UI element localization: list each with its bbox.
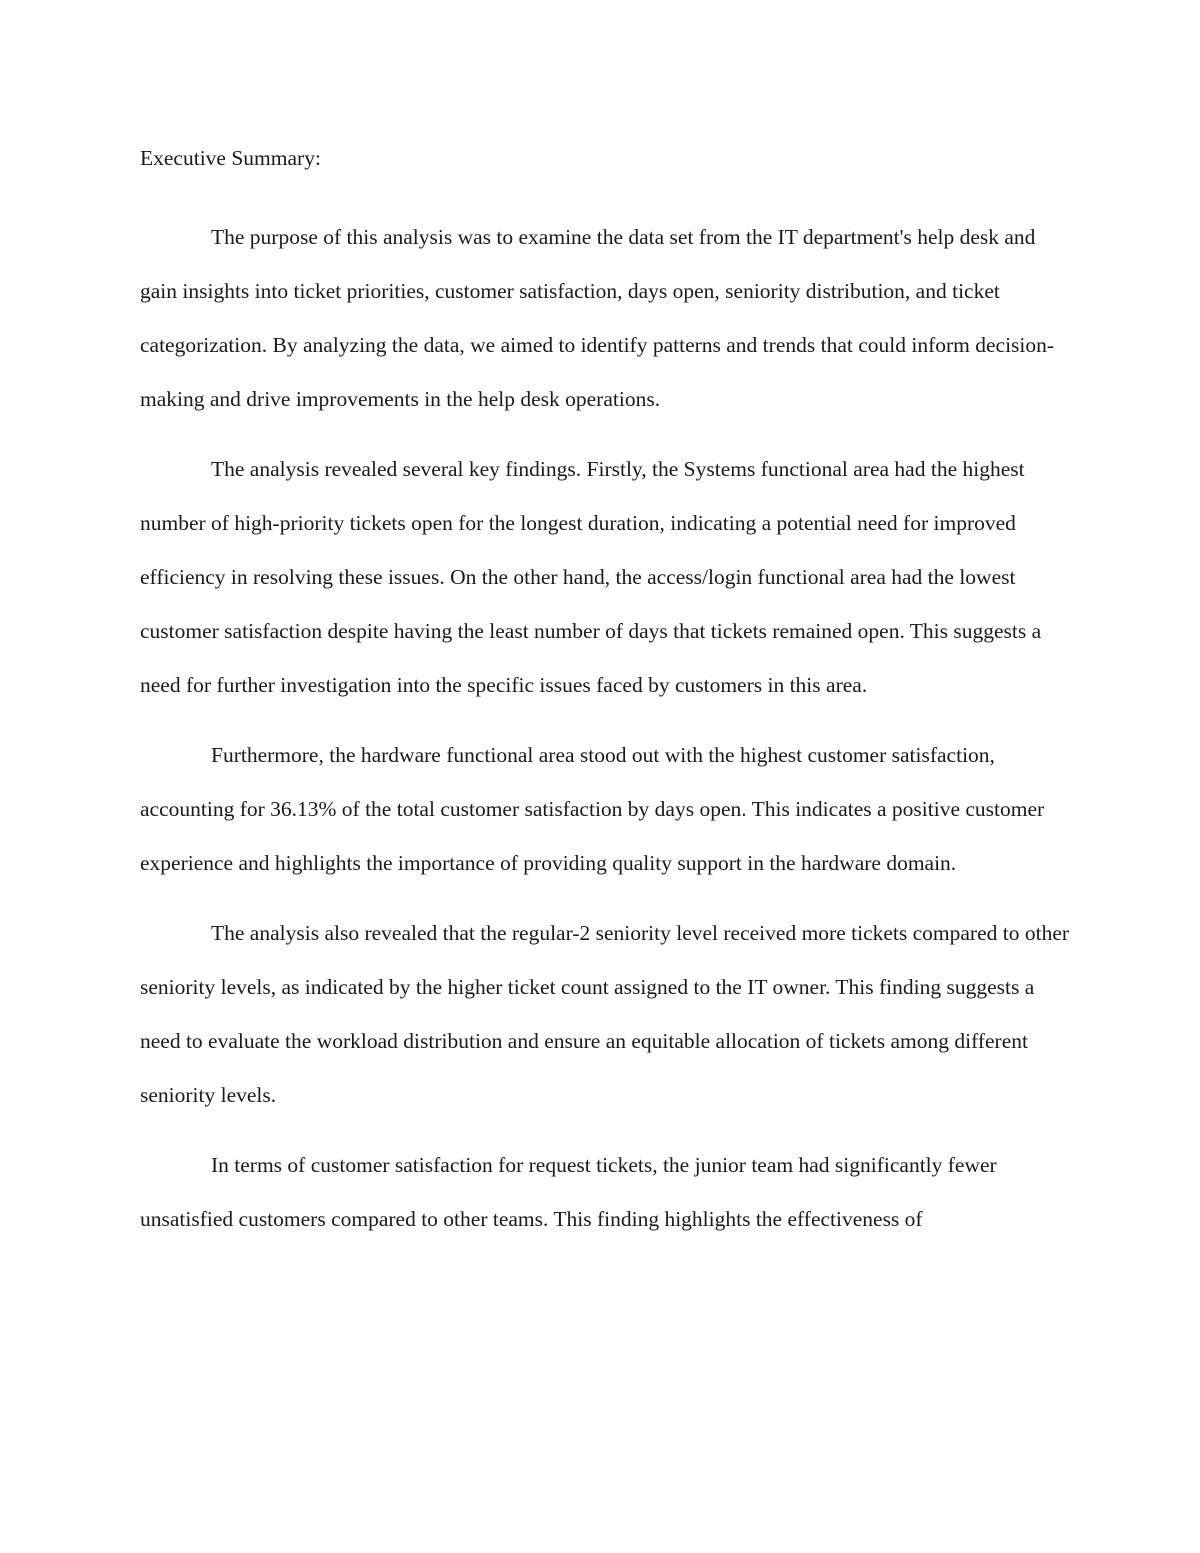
document-body	[140, 140, 1070, 1262]
paragraph-hardware: Furthermore, the hardware functional area stood out with the highest customer satisfaction, accounting for 36.13% of the total customer satisfaction by days open. This indicates a positive customer experience and highlights the importance of providing quality support in the hardware domain.	[140, 743, 1045, 875]
paragraph-key-findings: The analysis revealed several key findings. Firstly, the Systems functional area had the highest number of high-priority tickets open for the longest duration, indicating a potential need for improved efficiency in resolving these issues. On the other hand, the access/login functional area had the lowest customer satisfaction despite having the least number of days that tickets remained open. This suggests a need for further investigation into the specific issues faced by customers in this area.	[140, 457, 1042, 697]
paragraph-junior-team: In terms of customer satisfaction for request tickets, the junior team had significantly fewer unsatisfied customers compared to other teams. This finding highlights the effectiveness of	[140, 1153, 997, 1231]
paragraph-purpose: The purpose of this analysis was to examine the data set from the IT department's help desk and gain insights into ticket priorities, customer satisfaction, days open, seniority distribution, and ticket categorization. By analyzing the data, we aimed to identify patterns and trends that could inform decision-making and drive improvements in the help desk operations.	[140, 225, 1055, 411]
paragraph-seniority: The analysis also revealed that the regular-2 seniority level received more tickets compared to other seniority levels, as indicated by the higher ticket count assigned to the IT owner. This finding suggests a need to evaluate the workload distribution and ensure an equitable allocation of tickets among different seniority levels.	[140, 921, 1070, 1107]
document-heading: Executive Summary:	[140, 146, 321, 170]
